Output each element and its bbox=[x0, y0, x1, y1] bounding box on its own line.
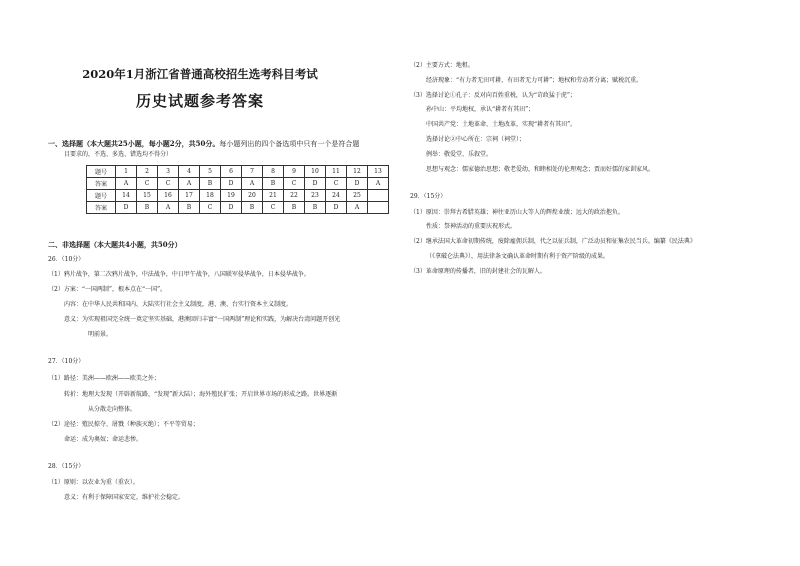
table-cell: B bbox=[263, 178, 284, 190]
q28-answer-3-examples: 例举：敬爱堂、乐叙堂。 bbox=[426, 151, 493, 158]
table-cell: 2 bbox=[137, 166, 158, 178]
table-cell: 15 bbox=[137, 190, 158, 202]
table-row bbox=[87, 166, 389, 178]
table-cell: 21 bbox=[263, 190, 284, 202]
section1-heading bbox=[48, 139, 359, 149]
table-cell: A bbox=[179, 178, 200, 190]
section2-heading: 二、非选择题（本大题共4小题，共50分） bbox=[48, 240, 182, 249]
table-cell: A bbox=[347, 202, 368, 214]
table-cell: C bbox=[263, 202, 284, 214]
table-row bbox=[87, 190, 389, 202]
table-cell: 6 bbox=[221, 166, 242, 178]
table-cell: C bbox=[284, 178, 305, 190]
q26-answer-2: （2）方案：“一国两制”，根本点在“一国”。 bbox=[48, 286, 167, 293]
table-cell: 16 bbox=[158, 190, 179, 202]
table-cell: 25 bbox=[347, 190, 368, 202]
q29-answer-2: （2）继承法国大革命初期传统，废除雇佣兵制，代之以征兵制，广泛动员和征集农民当兵。编纂《民法典》 bbox=[410, 238, 696, 245]
table-cell: 1 bbox=[116, 166, 137, 178]
table-cell: 18 bbox=[200, 190, 221, 202]
q26-answer-2-meaning: 意义：为实现祖国完全统一奠定坚实基础，港澳回归丰富“一国两制”理论和实践，为解决台湾问题开创光 bbox=[64, 316, 341, 323]
q28-answer-3-ideas: 思想与观念：儒家德治思想；敬老爱幼，和睦相处的伦理观念；贾而好儒的家训家风。 bbox=[426, 166, 655, 173]
q27-heading: 27．（10分） bbox=[48, 358, 85, 365]
table-cell: B bbox=[305, 202, 326, 214]
table-cell: A bbox=[116, 178, 137, 190]
table-cell: 23 bbox=[305, 190, 326, 202]
q26-answer-1: （1）鸦片战争，第二次鸦片战争，中法战争，中日甲午战争，八国联军侵华战争，日本侵华战争。 bbox=[48, 271, 310, 278]
table-cell: 7 bbox=[242, 166, 263, 178]
table-cell: B bbox=[137, 202, 158, 214]
q27-answer-1-turn-cont: 从分散走向整体。 bbox=[88, 406, 137, 413]
table-cell: A bbox=[242, 178, 263, 190]
table-cell: D bbox=[326, 202, 347, 214]
table-cell: 12 bbox=[347, 166, 368, 178]
table-cell: D bbox=[347, 178, 368, 190]
table-cell: C bbox=[158, 178, 179, 190]
q29-answer-2-cont: （《拿破仑法典》），用法律条文确认革命时期有利于资产阶级的成果。 bbox=[426, 253, 610, 260]
table-cell: C bbox=[137, 178, 158, 190]
table-cell: 17 bbox=[179, 190, 200, 202]
exam-title: 2020年1月浙江省普通高校招生选考科目考试 bbox=[82, 67, 318, 81]
q28-answer-1: （1）原则：以农业为重（重农）。 bbox=[48, 479, 139, 486]
q29-answer-3: （3）革命原理的传播者，旧的封建社会的瓦解人。 bbox=[410, 268, 546, 275]
table-cell: 5 bbox=[200, 166, 221, 178]
q26-heading: 26．（10分） bbox=[48, 256, 85, 263]
q27-answer-1-turn: 转折：地理大发现（开辟新航路，“发现”新大陆）；海外殖民扩张；开启世界市场的形成之路。世界逐渐 bbox=[64, 391, 338, 398]
table-row bbox=[87, 178, 389, 190]
table-row bbox=[87, 202, 389, 214]
row-label: 答案 bbox=[87, 202, 116, 214]
table-cell: 11 bbox=[326, 166, 347, 178]
q28-answer-2-phenomenon: 经济现象：“有力者无田可耕，有田者无力可耕”；地权和劳动者分离；赋税沉重。 bbox=[426, 77, 643, 84]
table-cell: B bbox=[179, 202, 200, 214]
table-cell: C bbox=[326, 178, 347, 190]
exam-subtitle: 历史试题参考答案 bbox=[135, 92, 264, 110]
table-cell: 24 bbox=[326, 190, 347, 202]
table-cell: D bbox=[305, 178, 326, 190]
row-label: 答案 bbox=[87, 178, 116, 190]
section1-note-line2: 目要求的，不选、多选、错选均不得分） bbox=[64, 151, 173, 158]
table-cell: 22 bbox=[284, 190, 305, 202]
table-cell: A bbox=[158, 202, 179, 214]
table-cell: D bbox=[221, 178, 242, 190]
table-cell: 8 bbox=[263, 166, 284, 178]
q29-answer-1: （1）原因：崇拜古希腊英雄；神往亚历山大等人的辉煌业绩；远大的政治抱负。 bbox=[410, 209, 624, 216]
table-cell bbox=[368, 202, 389, 214]
q28-heading: 28．（15分） bbox=[48, 463, 85, 470]
table-cell: A bbox=[368, 178, 389, 190]
table-cell: B bbox=[242, 202, 263, 214]
q28-answer-3-option2: 选择讨论②中心所在：宗祠（祠堂）； bbox=[426, 136, 526, 143]
q28-answer-2: （2）主要方式：地租。 bbox=[410, 62, 474, 69]
table-cell: D bbox=[221, 202, 242, 214]
row-label: 题号 bbox=[87, 190, 116, 202]
q26-answer-2-meaning-cont: 明前景。 bbox=[88, 331, 113, 338]
table-cell: 20 bbox=[242, 190, 263, 202]
q28-answer-3-cpc: 中国共产党：土地革命、土地改革，实现“耕者有其田”。 bbox=[426, 121, 577, 128]
section1-note: 每小题列出的四个备选项中只有一个是符合题 bbox=[219, 140, 360, 148]
row-label: 题号 bbox=[87, 166, 116, 178]
answer-table bbox=[86, 165, 389, 214]
q28-answer-3: （3）选择讨论①孔子：反对向百姓重税，认为“苛政猛于虎”； bbox=[410, 92, 576, 99]
table-cell: B bbox=[284, 202, 305, 214]
table-cell: 4 bbox=[179, 166, 200, 178]
table-cell: 10 bbox=[305, 166, 326, 178]
q29-answer-1-nature: 性质：祭神活动的重要庆祝形式。 bbox=[426, 223, 517, 230]
q29-heading: 29．（15分） bbox=[410, 193, 447, 200]
table-cell: 19 bbox=[221, 190, 242, 202]
q27-answer-1: （1）路径：美洲——欧洲——欧美之外； bbox=[48, 375, 160, 382]
q27-answer-2: （2）途径：殖民掠夺、屠戮（种族灭绝）；不平等贸易； bbox=[48, 421, 199, 428]
table-cell: D bbox=[116, 202, 137, 214]
section1-heading-text: 一、选择题（本大题共25小题，每小题2分，共50分。 bbox=[48, 139, 220, 148]
table-cell: 3 bbox=[158, 166, 179, 178]
table-cell: 14 bbox=[116, 190, 137, 202]
q28-answer-1-meaning: 意义：有利于保障国家安定，维护社会稳定。 bbox=[64, 494, 185, 501]
q27-answer-2-fate: 命运：成为奥奴；命运悲惨。 bbox=[64, 436, 143, 443]
table-cell: 13 bbox=[368, 166, 389, 178]
q28-answer-3-sun: 孙中山：平均地权，承认“耕者有其田”； bbox=[426, 106, 535, 113]
table-cell bbox=[368, 190, 389, 202]
table-cell: 9 bbox=[284, 166, 305, 178]
table-cell: B bbox=[200, 178, 221, 190]
q26-answer-2-content: 内容：在中华人民共和国内，大陆实行社会主义制度，港、澳、台实行资本主义制度。 bbox=[64, 301, 293, 308]
table-cell: C bbox=[200, 202, 221, 214]
